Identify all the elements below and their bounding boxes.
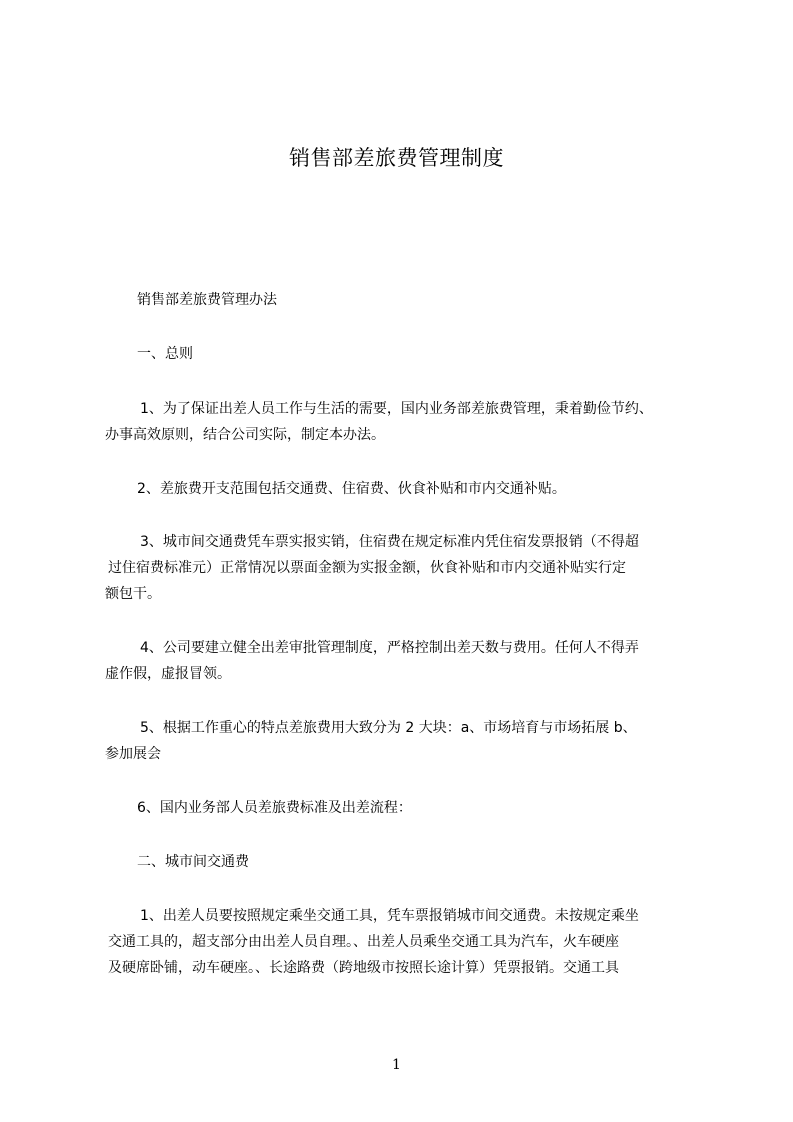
paragraph-line: 1、出差人员要按照规定乘坐交通工具，凭车票报销城市间交通费。未按规定乘坐	[140, 908, 639, 924]
paragraph-line: 及硬席卧铺，动车硬座。、长途路费（跨地级市按照长途计算）凭票报销。交通工具	[108, 960, 619, 976]
paragraph-line: 6、国内业务部人员差旅费标准及出差流程：	[137, 800, 412, 816]
paragraph-line: 办事高效原则，结合公司实际，制定本办法。	[105, 427, 385, 443]
document-title: 销售部差旅费管理制度	[289, 146, 504, 170]
paragraph-line: 虚作假，虚报冒领。	[105, 666, 231, 682]
section-heading-general: 一、总则	[137, 346, 193, 362]
paragraph-line: 参加展会	[105, 746, 161, 762]
section-heading-intercity-transport: 二、城市间交通费	[137, 854, 249, 870]
subtitle: 销售部差旅费管理办法	[137, 292, 277, 308]
paragraph-line: 4、公司要建立健全出差审批管理制度，严格控制出差天数与费用。任何人不得弄	[140, 640, 639, 656]
paragraph-line: 5、根据工作重心的特点差旅费用大致分为 2 大块：a、市场培育与市场拓展 b、	[140, 720, 637, 736]
paragraph-line: 2、差旅费开支范围包括交通费、住宿费、伙食补贴和市内交通补贴。	[137, 481, 566, 497]
paragraph-line: 3、城市间交通费凭车票实报实销，住宿费在规定标准内凭住宿发票报销（不得超	[140, 534, 639, 550]
paragraph-line: 1、为了保证出差人员工作与生活的需要，国内业务部差旅费管理，秉着勤俭节约、	[140, 401, 653, 417]
page-number: 1	[392, 1057, 401, 1073]
paragraph-line: 过住宿费标准元）正常情况以票面金额为实报金额，伙食补贴和市内交通补贴实行定	[108, 560, 626, 576]
paragraph-line: 交通工具的，超支部分由出差人员自理。、出差人员乘坐交通工具为汽车，火车硬座	[108, 934, 619, 950]
paragraph-line: 额包干。	[105, 586, 161, 602]
